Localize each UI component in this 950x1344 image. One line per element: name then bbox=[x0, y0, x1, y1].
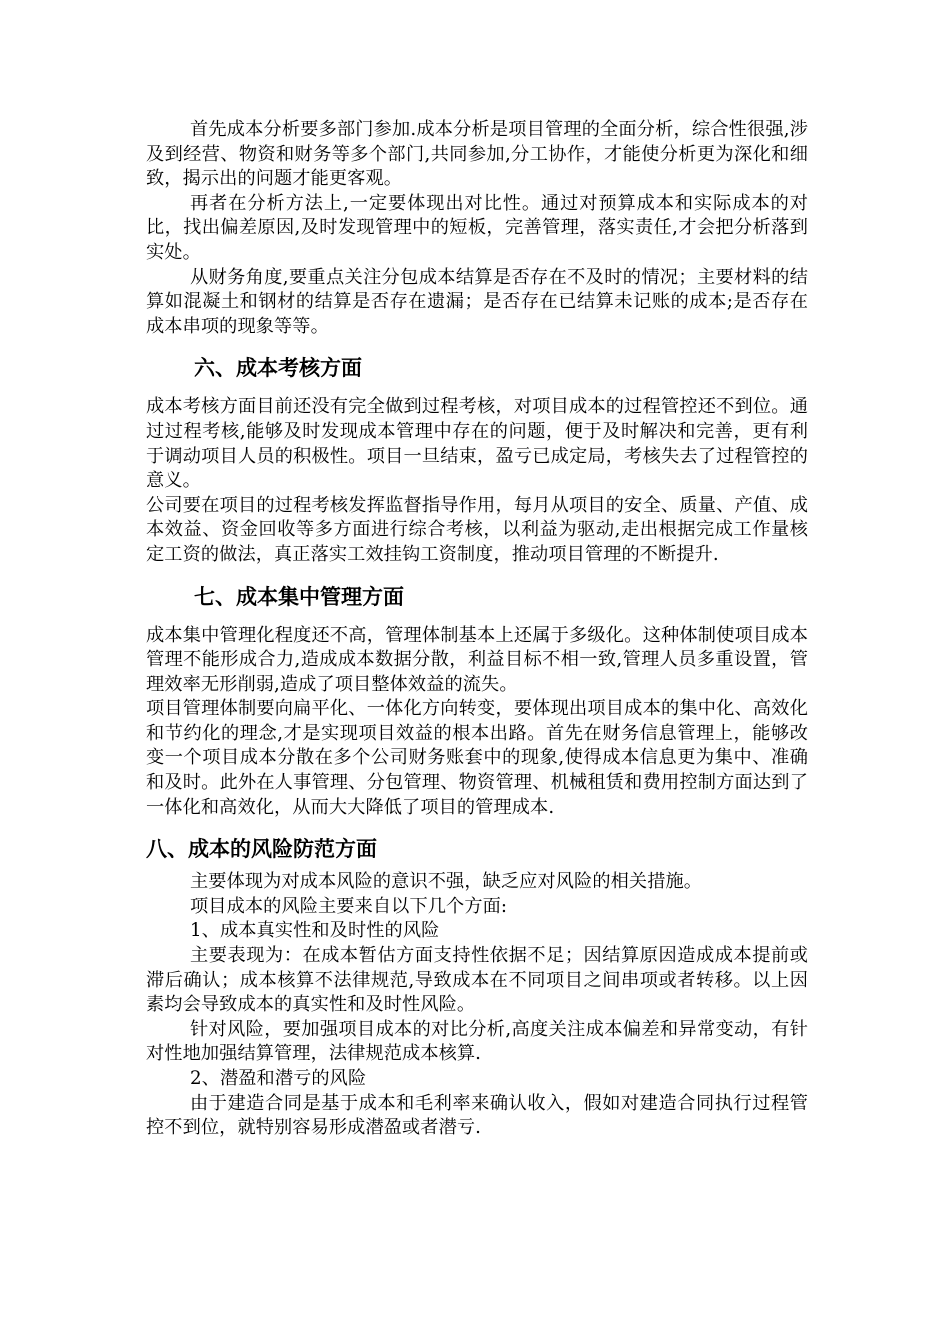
document-page bbox=[146, 118, 808, 1141]
paragraph: 主要体现为对成本风险的意识不强，缺乏应对风险的相关措施。 bbox=[190, 871, 703, 893]
paragraph: 针对风险，要加强项目成本的对比分析,高度关注成本偏差和异常变动，有针对性地加强结算管理，法律规范成本核算. bbox=[146, 1018, 808, 1065]
paragraph: 公司要在项目的过程考核发挥监督指导作用，每月从项目的安全、质量、产值、成本效益、资金回收等多方面进行综合考核，以利益为驱动,走出根据完成工作量核定工资的做法，真正落实工效挂钩工资制度，推动项目管理的不断提升. bbox=[146, 494, 808, 565]
paragraph: 首先成本分析要多部门参加.成本分析是项目管理的全面分析，综合性很强,涉及到经营、物资和财务等多个部门,共同参加,分工协作，才能使分析更为深化和细致，揭示出的问题才能更客观。 bbox=[146, 119, 808, 190]
paragraph: 由于建造合同是基于成本和毛利率来确认收入，假如对建造合同执行过程管控不到位，就特别容易形成潜盈或者潜亏. bbox=[146, 1092, 808, 1139]
paragraph: 主要表现为：在成本暂估方面支持性依据不足；因结算原因造成成本提前或滞后确认；成本核算不法律规范,导致成本在不同项目之间串项或者转移。以上因素均会导致成本的真实性和及时性风险。 bbox=[146, 945, 808, 1016]
paragraph: 从财务角度,要重点关注分包成本结算是否存在不及时的情况；主要材料的结算如混凝土和钢材的结算是否存在遗漏；是否存在已结算未记账的成本;是否存在成本串项的现象等等。 bbox=[146, 266, 808, 337]
paragraph: 项目成本的风险主要来自以下几个方面: bbox=[190, 895, 508, 917]
paragraph: 成本集中管理化程度还不高，管理体制基本上还属于多级化。这种体制使项目成本管理不能形成合力,造成成本数据分散，利益目标不相一致,管理人员多重设置，管理效率无形削弱,造成了项目整体效益的流失。 bbox=[146, 624, 808, 695]
section-heading-8: 八、成本的风险防范方面 bbox=[146, 837, 377, 862]
subsection-title: 1、成本真实性和及时性的风险 bbox=[190, 920, 440, 942]
paragraph: 成本考核方面目前还没有完全做到过程考核，对项目成本的过程管控还不到位。通过过程考核,能够及时发现成本管理中存在的问题，便于及时解决和完善，更有利于调动项目人员的积极性。项目一旦结束，盈亏已成定局，考核失去了过程管控的意义。 bbox=[146, 396, 808, 492]
section-heading-7: 七、成本集中管理方面 bbox=[194, 584, 404, 609]
paragraph: 再者在分析方法上,一定要体现出对比性。通过对预算成本和实际成本的对比，找出偏差原因,及时发现管理中的短板，完善管理，落实责任,才会把分析落到实处。 bbox=[146, 192, 808, 263]
section-heading-6: 六、成本考核方面 bbox=[194, 356, 362, 381]
paragraph: 项目管理体制要向扁平化、一体化方向转变，要体现出项目成本的集中化、高效化和节约化的理念,才是实现项目效益的根本出路。首先在财务信息管理上，能够改变一个项目成本分散在多个公司财务账套中的现象,使得成本信息更为集中、准确和及时。此外在人事管理、分包管理、物资管理、机械租赁和费用控制方面达到了一体化和高效化，从而大大降低了项目的管理成本. bbox=[146, 698, 808, 818]
subsection-title: 2、潜盈和潜亏的风险 bbox=[190, 1068, 367, 1089]
